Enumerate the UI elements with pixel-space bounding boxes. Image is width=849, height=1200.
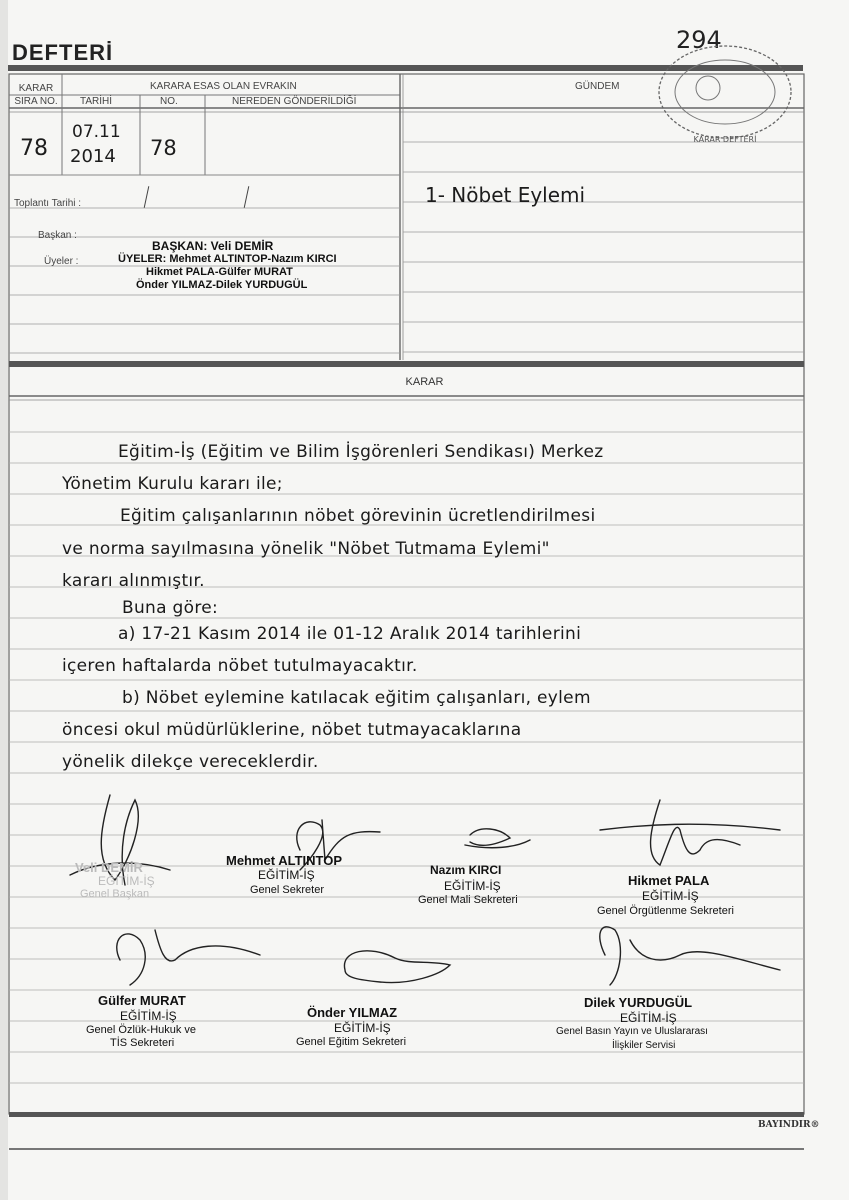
sig-yurdugul-name: Dilek YURDUGÜL <box>584 995 693 1010</box>
sig-murat-name: Gülfer MURAT <box>98 993 186 1008</box>
sig-yurdugul-role: Genel Basın Yayın ve Uluslararası <box>556 1026 708 1037</box>
sig-pala-name: Hikmet PALA <box>628 873 710 888</box>
entry-sira-no: 78 <box>20 136 48 161</box>
col-evrak: KARARA ESAS OLAN EVRAKIN <box>150 81 297 92</box>
sig-yilmaz-name: Önder YILMAZ <box>307 1005 398 1020</box>
karar-line-2: Yönetim Kurulu kararı ile; <box>62 474 283 494</box>
karar-line-7: a) 17-21 Kasım 2014 ile 01-12 Aralık 2014 tarihlerini <box>118 624 582 644</box>
uyeler-label: Üyeler : <box>44 256 79 267</box>
uyeler-line3: Önder YILMAZ-Dilek YURDUGÜL <box>136 279 308 291</box>
karar-line-4: ve norma sayılmasına yönelik "Nöbet Tutmama Eylemi" <box>62 539 550 559</box>
karar-line-10: öncesi okul müdürlüklerine, nöbet tutmayacaklarına <box>62 720 522 740</box>
karar-line-6: Buna göre: <box>122 598 219 618</box>
karar-line-8: içeren haftalarda nöbet tutulmayacaktır. <box>62 656 418 676</box>
baskan-value: BAŞKAN: Veli DEMİR <box>152 239 274 253</box>
col-karar-sira-l1: KARAR <box>18 83 54 94</box>
sig-demir-org: EĞİTİM-İŞ <box>98 874 155 888</box>
karar-heading: KARAR <box>405 376 444 388</box>
sig-pala-org: EĞİTİM-İŞ <box>642 889 699 903</box>
karar-line-9: b) Nöbet eylemine katılacak eğitim çalışanları, eylem <box>122 688 591 708</box>
col-karar-sira-l2: SIRA NO. <box>14 96 58 107</box>
sig-kirci-role: Genel Mali Sekreteri <box>418 894 518 906</box>
col-gundem: GÜNDEM <box>575 81 620 92</box>
page-number: 294 <box>676 26 722 54</box>
sig-murat-org: EĞİTİM-İŞ <box>120 1009 177 1023</box>
sig-murat-role: Genel Özlük-Hukuk ve <box>86 1024 197 1036</box>
sig-kirci-name: Nazım KIRCI <box>430 863 502 877</box>
entry-no: 78 <box>150 136 177 160</box>
uyeler-line1: ÜYELER: Mehmet ALTINTOP-Nazım KIRCI <box>118 253 337 265</box>
brand-mark: BAYINDIR® <box>758 1120 820 1130</box>
toplanti-label: Toplantı Tarihi : <box>14 198 82 209</box>
sig-pala-role: Genel Örgütlenme Sekreteri <box>597 905 734 917</box>
sig-yilmaz-org: EĞİTİM-İŞ <box>334 1021 391 1035</box>
entry-tarih-line2: 2014 <box>70 146 116 167</box>
col-nereden: NEREDEN GÖNDERİLDİĞİ <box>232 96 357 107</box>
sig-altintop-name: Mehmet ALTINTOP <box>226 853 343 868</box>
karar-line-1: Eğitim-İş (Eğitim ve Bilim İşgörenleri Sendikası) Merkez <box>118 442 604 462</box>
uyeler-line2: Hikmet PALA-Gülfer MURAT <box>146 266 293 278</box>
sig-yurdugul-org: EĞİTİM-İŞ <box>620 1011 677 1025</box>
sig-demir-role: Genel Başkan <box>80 888 150 900</box>
karar-line-3: Eğitim çalışanlarının nöbet görevinin ücretlendirilmesi <box>120 506 596 526</box>
sig-altintop-org: EĞİTİM-İŞ <box>258 868 315 882</box>
baskan-label: Başkan : <box>38 230 77 241</box>
gundem-item: 1- Nöbet Eylemi <box>425 183 586 207</box>
sig-yurdugul-role2: İlişkiler Servisi <box>612 1040 676 1051</box>
ledger-title: DEFTERİ <box>12 40 114 65</box>
karar-line-5: kararı alınmıştır. <box>62 571 205 591</box>
entry-tarih-line1: 07.11 <box>72 122 121 142</box>
sig-murat-role2: TİS Sekreteri <box>110 1037 175 1049</box>
sig-yilmaz-role: Genel Eğitim Sekreteri <box>296 1036 407 1048</box>
col-no: NO. <box>160 96 178 107</box>
karar-line-11: yönelik dilekçe vereceklerdir. <box>62 752 319 772</box>
sig-demir-name: Veli DEMİR <box>75 860 143 875</box>
seal-text: KARAR DEFTERİ <box>693 135 757 144</box>
sig-altintop-role: Genel Sekreter <box>250 884 324 896</box>
col-tarihi: TARİHİ <box>80 96 113 107</box>
sig-kirci-org: EĞİTİM-İŞ <box>444 879 501 893</box>
